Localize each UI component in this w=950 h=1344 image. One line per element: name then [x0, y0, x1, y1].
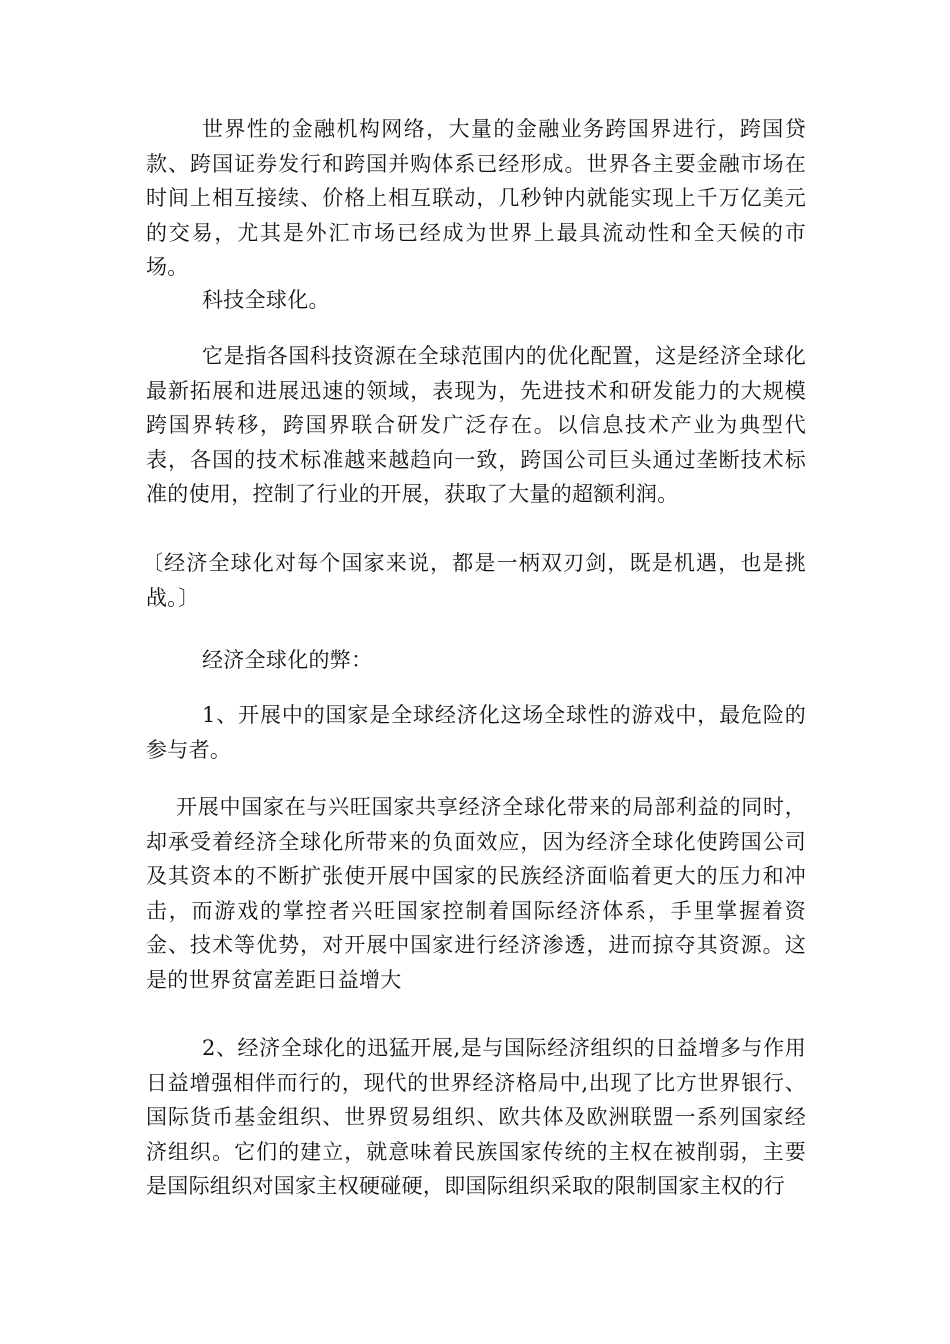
paragraph-point-2: 2、经济全球化的迅猛开展,是与国际经济组织的日益增多与作用日益增强相伴而行的，现代的世界经济格局中,出现了比方世界银行、国际货币基金组织、世界贸易组织、欧共体及欧洲联盟一系列国家经济组织。它们的建立，就意味着民族国家传统的主权在被削弱，主要是国际组织对国家主权硬碰硬，即国际组织采取的限制国家主权的行 — [146, 1036, 806, 1198]
paragraph-drawbacks-heading: 经济全球化的弊： — [202, 648, 373, 672]
paragraph-tech-globalization-heading: 科技全球化。 — [202, 288, 330, 312]
paragraph-point-1: 1、开展中的国家是全球经济化这场全球性的游戏中，最危险的参与者。 — [146, 703, 806, 762]
paragraph-double-edged-sword: 〔经济全球化对每个国家来说，都是一柄双刃剑，既是机遇，也是挑战。〕 — [142, 551, 806, 610]
paragraph-financial-globalization: 世界性的金融机构网络，大量的金融业务跨国界进行，跨国贷款、跨国证券发行和跨国并购体系已经形成。世界各主要金融市场在时间上相互接续、价格上相互联动，几秒钟内就能实现上千万亿美元的交易，尤其是外汇市场已经成为世界上最具流动性和全天候的市场。 — [146, 117, 806, 279]
paragraph-developing-countries: 开展中国家在与兴旺国家共享经济全球化带来的局部利益的同时，却承受着经济全球化所带来的负面效应，因为经济全球化使跨国公司及其资本的不断扩张使开展中国家的民族经济面临着更大的压力和冲击，而游戏的掌控者兴旺国家控制着国际经济体系，手里掌握着资金、技术等优势，对开展中国家进行经济渗透，进而掠夺其资源。这是的世界贫富差距日益增大 — [146, 795, 806, 992]
paragraph-tech-globalization-body: 它是指各国科技资源在全球范围内的优化配置，这是经济全球化最新拓展和进展迅速的领域，表现为，先进技术和研发能力的大规模跨国界转移，跨国界联合研发广泛存在。以信息技术产业为典型代表，各国的技术标准越来越趋向一致，跨国公司巨头通过垄断技术标准的使用，控制了行业的开展，获取了大量的超额利润。 — [146, 344, 806, 506]
